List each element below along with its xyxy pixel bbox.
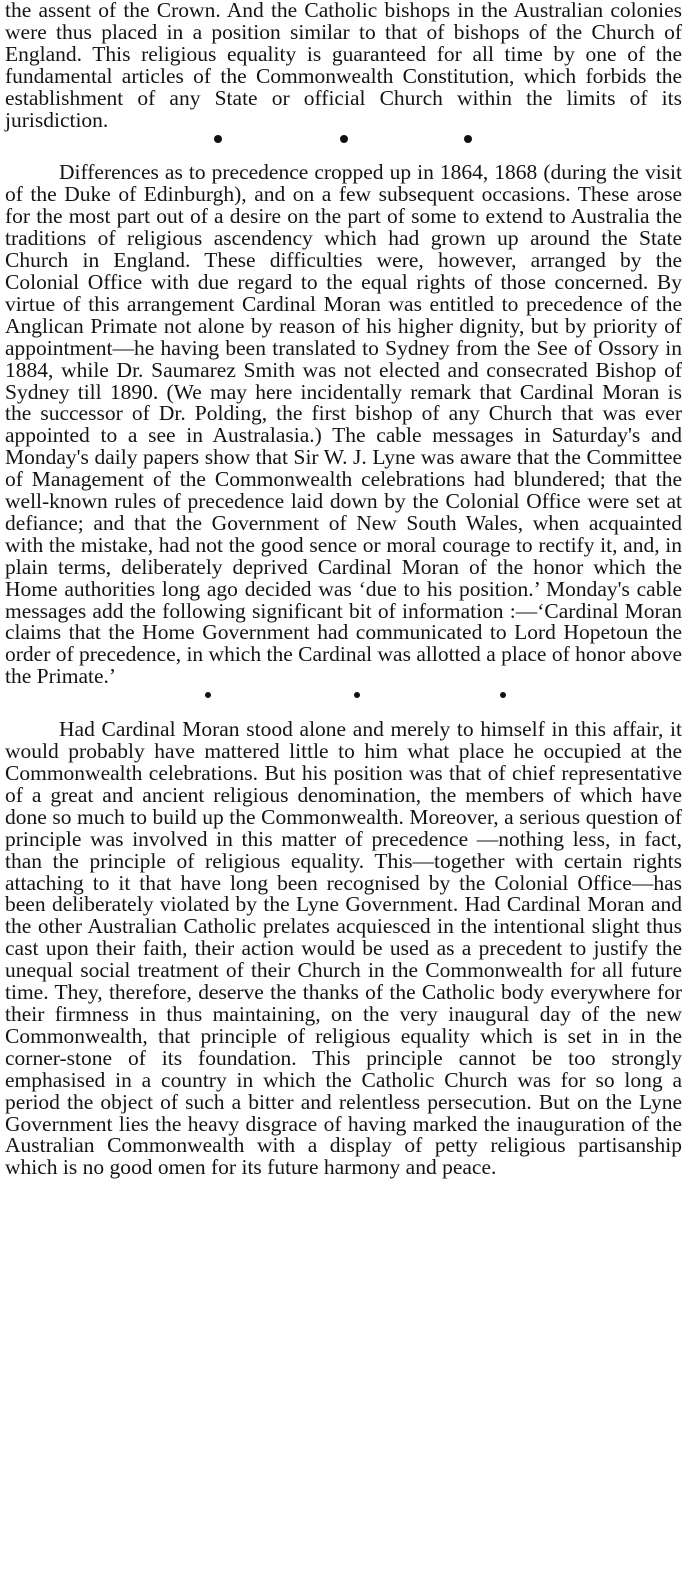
section-separator [5, 688, 682, 719]
paragraph-1: the assent of the Crown. And the Catholic bishops in the Australian colonies were thus placed in a position similar to that of bishops of the Church of England. This religious equality is guaranteed for all time by one of the fundamental articles of the Commonwealth Constitution, which forbids the establishment of any State or official Church within the limits of its jurisdiction. [5, 0, 682, 132]
paragraph-3: Had Cardinal Moran stood alone and merely to himself in this affair, it would probably have mattered little to him what place he occupied at the Commonwealth celebrations. But his position was that of chief representative of a great and ancient religious denomination, the members of which have done so much to build up the Commonwealth. Moreover, a serious question of principle was involved in this matter of precedence —nothing less, in fact, than the principle of religious equality. This—together with certain rights attaching to it that have long been recognised by the Colonial Office—has been deliberately violated by the Lyne Government. Had Cardinal Moran and the other Australian Catholic prelates acquiesced in the intentional slight thus cast upon their faith, their action would be used as a precedent to justify the unequal social treatment of their Church in the Commonwealth for all future time. They, therefore, deserve the thanks of the Catholic body everywhere for their firmness in thus maintaining, on the very inaugural day of the new Commonwealth, that principle of religious equality which is set in in the corner-stone of its foundation. This principle cannot be too strongly emphasised in a country in which the Catholic Church was for so long a period the object of such a bitter and relentless persecution. But on the Lyne Government lies the heavy disgrace of having marked the inauguration of the Australian Commonwealth with a display of petty religious partisanship which is no good omen for its future harmony and peace. [5, 717, 682, 1180]
separator-dot-icon [204, 691, 212, 699]
separator-dot-icon [338, 134, 349, 145]
separator-dot-icon [353, 691, 361, 699]
separator-dot-icon [462, 134, 473, 145]
section-separator [5, 131, 682, 162]
separator-dot-icon [212, 134, 223, 145]
paragraph-2: Differences as to precedence cropped up in 1864, 1868 (during the visit of the Duke of Edinburgh), and on a few subsequent occasions. These arose for the most part out of a desire on the part of some to extend to Australia the traditions of religious ascendency which had grown up around the State Church in England. These difficulties were, however, arranged by the Colonial Office with due regard to the equal rights of those concerned. By virtue of this arrangement Cardinal Moran was entitled to precedence of the Anglican Primate not alone by reason of his higher dignity, but by priority of appointment—he having been translated to Sydney from the See of Ossory in 1884, while Dr. Saumarez Smith was not elected and consecrated Bishop of Sydney till 1890. (We may here incidentally remark that Cardinal Moran is the successor of Dr. Polding, the first bishop of any Church that was ever appointed to a see in Australasia.) The cable messages in Saturday's and Monday's daily papers show that Sir W. J. Lyne was aware that the Committee of Management of the Commonwealth celebrations had blundered; that the well-known rules of precedence laid down by the Colonial Office were set at defiance; and that the Government of New South Wales, when acquainted with the mistake, had not the good sence or moral courage to rectify it, and, in plain terms, deliberately deprived Cardinal Moran of the honor which the Home authorities long ago decided was ‘due to his position.’ Monday's cable messages add the following significant bit of information :—‘Cardinal Moran claims that the Home Government had communicated to Lord Hopetoun the order of precedence, in which the Cardinal was allotted a place of honor above the Primate.’ [5, 160, 682, 689]
separator-dot-icon [499, 691, 507, 699]
